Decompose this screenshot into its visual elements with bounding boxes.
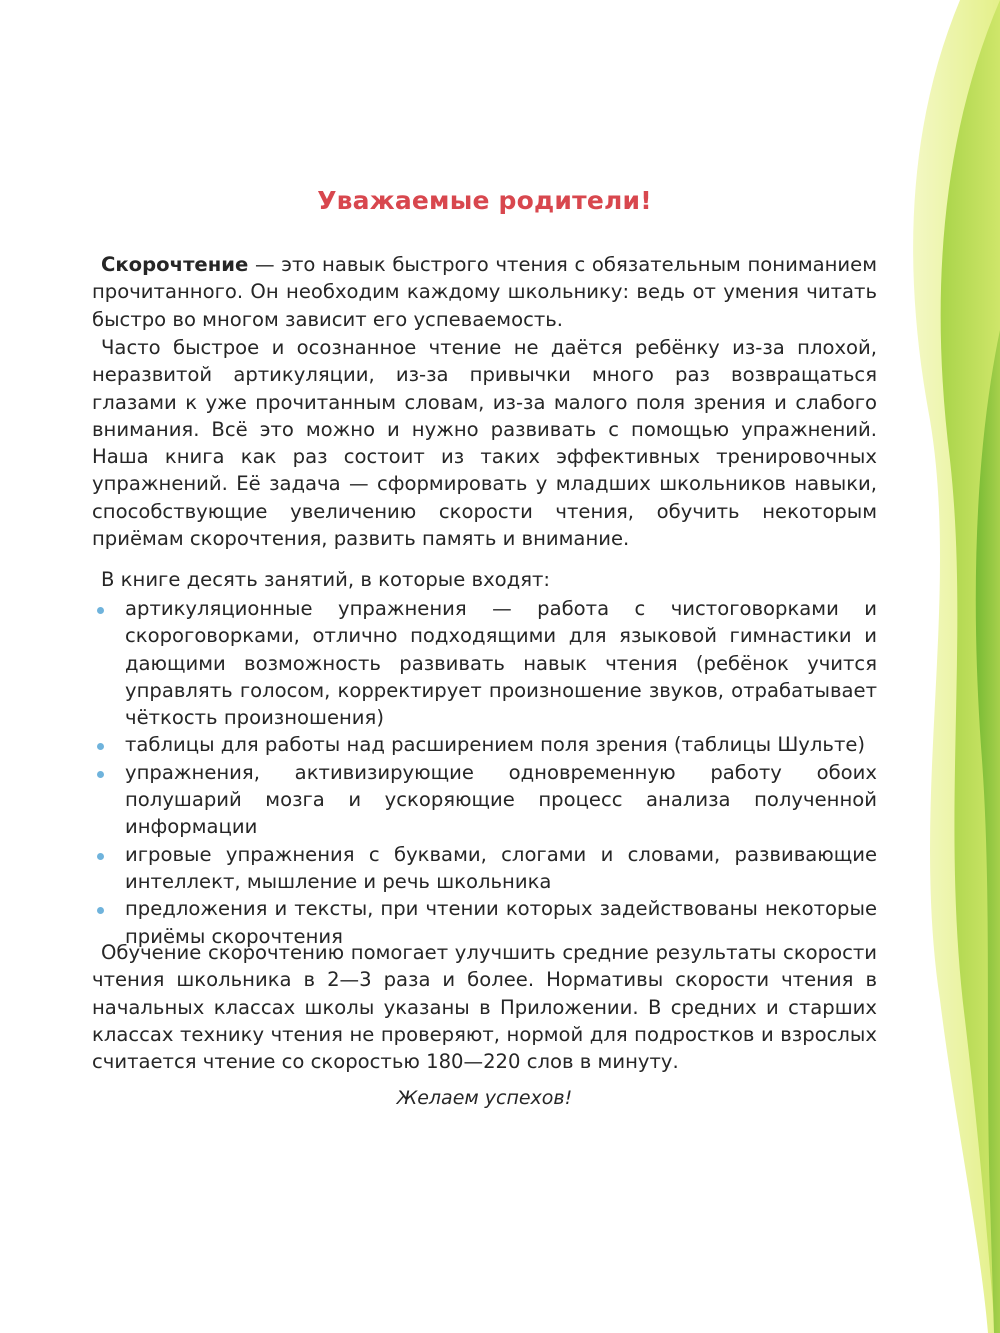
list-intro: [92, 566, 877, 593]
bullet-dot-icon: [97, 853, 104, 860]
exercise-list: [92, 595, 877, 950]
paragraph-articulation-text: Часто быстрое и осознанное чтение не даётся ребёнку из-за плохой, неразвитой артикуляции, из-за привычки много раз возвращаться глазами к уже прочитанным словам, из-за малого поля зрения и слабого внимания. Всё это можно и нужно развивать с помощью упражнений. Наша книга как раз состоит из таких эффективных тренировочных упражнений. Её задача — сформировать у младших школьников навыки, способствующие увеличению скорости чтения, обучить некоторым приёмам скорочтения, развить память и внимание.: [92, 336, 877, 551]
paragraph-results: [92, 939, 877, 1075]
list-item: игровые упражнения с буквами, слогами и словами, развивающие интеллект, мышление и речь школьника: [92, 841, 877, 896]
bullet-dot-icon: [97, 907, 104, 914]
bullet-dot-icon: [97, 607, 104, 614]
bullet-dot-icon: [97, 743, 104, 750]
decorative-side-wave: [870, 0, 1000, 1333]
paragraph-results-text: Обучение скорочтению помогает улучшить средние результаты скорости чтения школьника в 2—3 раза и более. Нормативы скорости чтения в начальных классах школы указаны в Приложении. В средних и старших классах технику чтения не проверяют, нормой для подростков и взрослых считается чтение со скоростью 180—220 слов в минуту.: [92, 941, 877, 1074]
bullet-dot-icon: [97, 771, 104, 778]
intro-term: Скорочтение: [101, 253, 249, 276]
closing-wish: Желаем успехов!: [396, 1087, 573, 1109]
list-item: артикуляционные упражнения — работа с чистоговорками и скороговорками, отлично подходящими для языковой гимнастики и дающими возможность развивать навык чтения (ребёнок учится управлять голосом, корректирует произношение звуков, отрабатывает чёткость произношения): [92, 595, 877, 731]
intro-paragraph: [92, 251, 877, 333]
page-title: Уважаемые родители!: [317, 186, 652, 215]
list-item: таблицы для работы над расширением поля зрения (таблицы Шульте): [92, 731, 877, 758]
intro-definition: — это навык быстрого чтения с обязательным пониманием прочитанного. Он необходим каждому школьнику: ведь от умения читать быстро во многом зависит его успеваемость.: [92, 253, 877, 331]
list-item: упражнения, активизирующие одновременную работу обоих полушарий мозга и ускоряющие процесс анализа полученной информации: [92, 759, 877, 841]
list-intro-text: В книге десять занятий, в которые входят:: [101, 568, 551, 591]
paragraph-articulation: [92, 334, 877, 552]
list-item: предложения и тексты, при чтении которых задействованы некоторые приёмы скорочтения: [92, 895, 877, 950]
